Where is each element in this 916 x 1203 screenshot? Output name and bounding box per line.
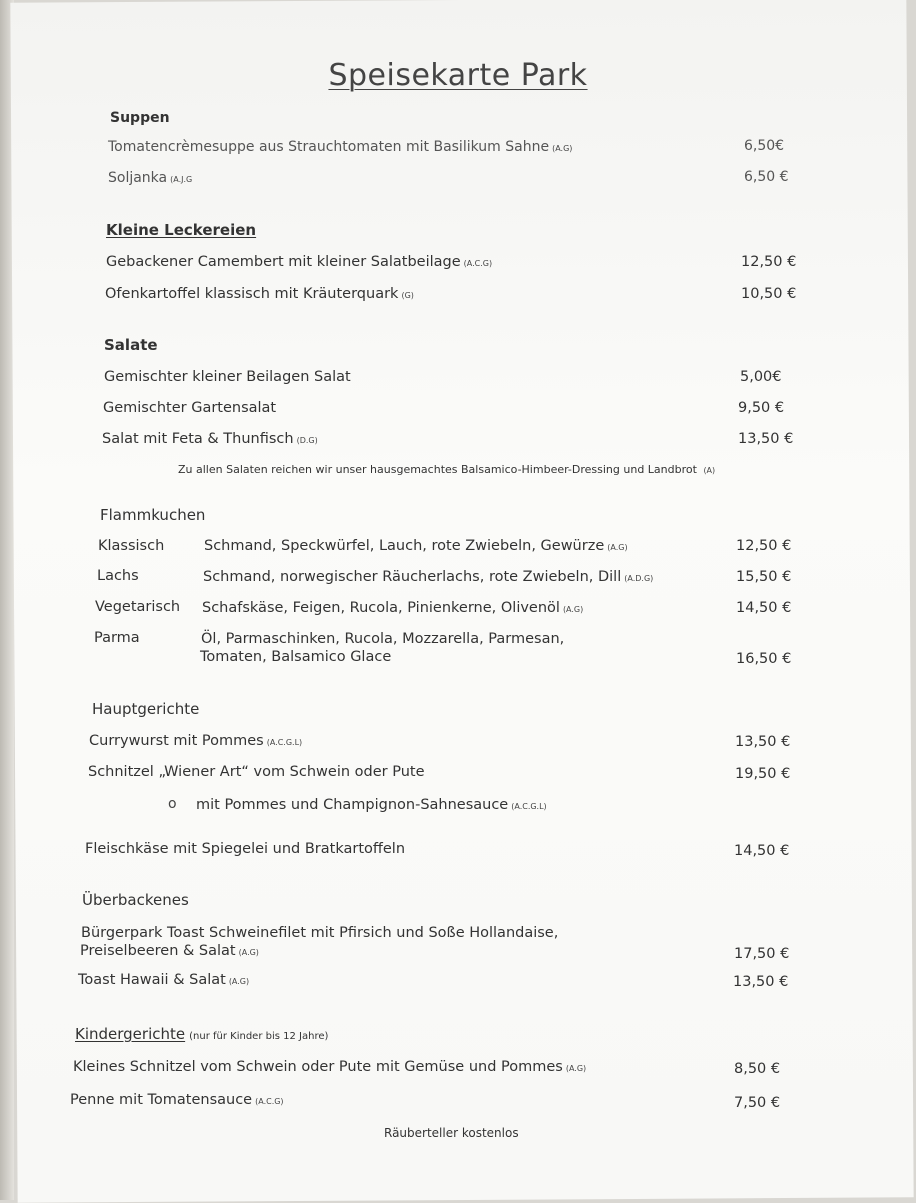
salad-dressing-note: Zu allen Salaten reichen wir unser hausgemachtes Balsamico-Himbeer-Dressing und Landbrot (A)	[178, 463, 716, 476]
menu-item-price: 6,50 €	[744, 169, 789, 185]
menu-item-name: Soljanka (A.J.G	[108, 170, 193, 186]
flammkuchen-variant: Klassisch	[98, 538, 165, 554]
flammkuchen-variant: Parma	[94, 630, 140, 646]
page-title: Speisekarte Park	[328, 58, 588, 93]
menu-item-name: Ofenkartoffel klassisch mit Kräuterquark (G)	[105, 286, 414, 302]
section-heading-hauptgerichte: Hauptgerichte	[92, 700, 200, 718]
flammkuchen-desc-line2: Tomaten, Balsamico Glace	[200, 649, 392, 665]
menu-item-name: Penne mit Tomatensauce (A.C.G)	[70, 1092, 284, 1108]
menu-item-price: 19,50 €	[735, 766, 791, 782]
menu-item-price: 7,50 €	[734, 1095, 781, 1111]
menu-item-price: 14,50 €	[736, 600, 792, 616]
menu-item-name: Salat mit Feta & Thunfisch (D.G)	[102, 431, 318, 447]
menu-item-price: 13,50 €	[735, 734, 791, 750]
menu-item-name: Tomatencrèmesuppe aus Strauchtomaten mit Basilikum Sahne (A.G)	[108, 139, 573, 155]
menu-item-name: Kleines Schnitzel vom Schwein oder Pute mit Gemüse und Pommes (A.G)	[73, 1059, 587, 1075]
list-bullet: o	[168, 796, 177, 812]
menu-item-name: Currywurst mit Pommes (A.C.G.L)	[89, 733, 303, 749]
section-heading-suppen: Suppen	[110, 110, 170, 126]
menu-item-name: Gemischter kleiner Beilagen Salat	[104, 369, 351, 385]
menu-item-name-line2: Preiselbeeren & Salat (A.G)	[80, 943, 259, 959]
section-heading-ueberbackenes: Überbackenes	[82, 891, 189, 909]
flammkuchen-variant: Vegetarisch	[95, 599, 181, 615]
menu-item-price: 12,50 €	[736, 538, 792, 554]
menu-item-price: 8,50 €	[734, 1061, 781, 1077]
menu-item-price: 15,50 €	[736, 569, 792, 585]
menu-item-price: 14,50 €	[734, 843, 790, 859]
menu-item-name: Fleischkäse mit Spiegelei und Bratkartoffeln	[85, 841, 406, 857]
menu-item-price: 13,50 €	[738, 431, 794, 447]
menu-item-name: Gemischter Gartensalat	[103, 400, 277, 416]
flammkuchen-desc: Schmand, norwegischer Räucherlachs, rote Zwiebeln, Dill (A.D.G)	[203, 569, 654, 585]
menu-item-price: 6,50€	[744, 138, 785, 154]
menu-item-price: 9,50 €	[738, 400, 785, 416]
flammkuchen-desc: Schmand, Speckwürfel, Lauch, rote Zwiebeln, Gewürze (A.G)	[204, 538, 628, 554]
menu-item-price: 16,50 €	[736, 651, 792, 667]
section-heading-kleine-leckereien: Kleine Leckereien	[106, 221, 257, 239]
menu-item-name: Bürgerpark Toast Schweinefilet mit Pfirsich und Soße Hollandaise,	[81, 925, 559, 941]
flammkuchen-desc: Öl, Parmaschinken, Rucola, Mozzarella, Parmesan,	[201, 631, 565, 647]
kids-footer-note: Räuberteller kostenlos	[384, 1126, 519, 1140]
menu-item-name: Toast Hawaii & Salat (A.G)	[78, 972, 250, 988]
menu-item-price: 10,50 €	[741, 286, 797, 302]
menu-item-price: 12,50 €	[741, 254, 797, 270]
section-heading-flammkuchen: Flammkuchen	[100, 506, 206, 524]
flammkuchen-desc: Schafskäse, Feigen, Rucola, Pinienkerne, Olivenöl (A.G)	[202, 600, 584, 616]
flammkuchen-variant: Lachs	[97, 568, 139, 584]
menu-item-name: Gebackener Camembert mit kleiner Salatbeilage (A.C.G)	[106, 254, 493, 270]
menu-item-name: Schnitzel „Wiener Art“ vom Schwein oder Pute	[88, 764, 425, 780]
menu-item-option: mit Pommes und Champignon-Sahnesauce (A.C.G.L)	[196, 797, 547, 813]
menu-item-price: 5,00€	[740, 369, 782, 385]
section-heading-salate: Salate	[104, 336, 158, 354]
menu-item-price: 17,50 €	[734, 946, 790, 962]
menu-item-price: 13,50 €	[733, 974, 789, 990]
section-heading-kindergerichte: Kindergerichte (nur für Kinder bis 12 Jahre)	[75, 1025, 329, 1043]
